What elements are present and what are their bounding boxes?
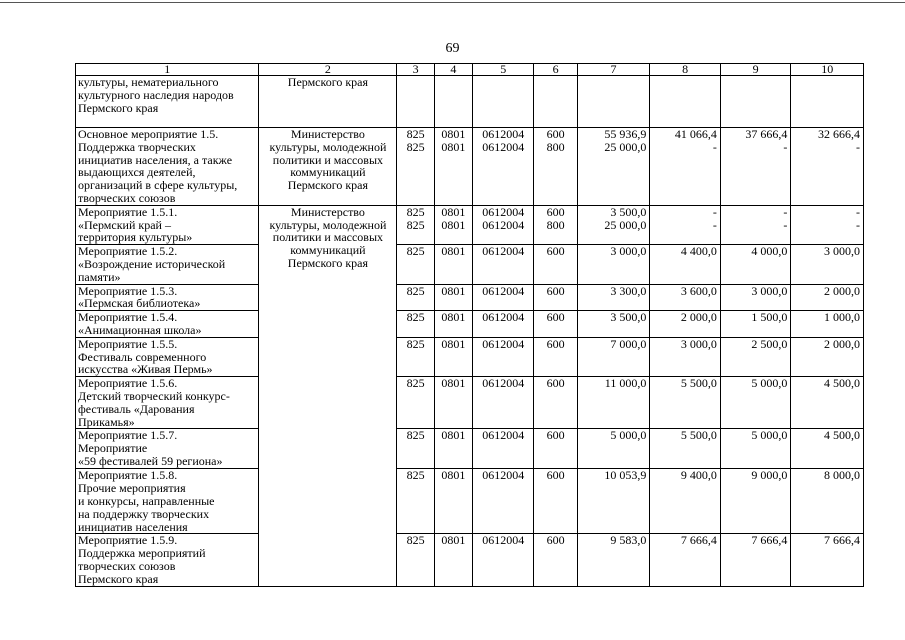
value-line: 600: [546, 205, 565, 219]
value-cell-col3: [397, 205, 434, 244]
value-line: 0612004: [482, 217, 525, 232]
table-row: [76, 469, 864, 534]
value-line: -: [856, 139, 860, 154]
value-line: 0801: [441, 284, 466, 298]
value-line: 9 583,0: [610, 533, 647, 548]
value-line: 0612004: [482, 376, 525, 391]
top-rule: [0, 2, 905, 3]
value-cell-col5: [473, 469, 534, 534]
value-line: -: [856, 205, 860, 219]
header-cell: 3: [397, 64, 434, 76]
value-line: -: [783, 217, 788, 232]
value-cell-col6: [534, 337, 577, 376]
value-cell-col5: [473, 284, 534, 311]
value-cell-col5: [473, 337, 534, 376]
value-cell-col3: [397, 429, 434, 469]
value-cell-col6: [534, 429, 577, 469]
value-line: 0801: [441, 376, 466, 391]
value-cell-col4: [434, 534, 472, 586]
value-line: 0612004: [482, 310, 525, 325]
value-line: 825: [406, 284, 425, 298]
value-cell-col6: [534, 245, 577, 284]
value-cell-col8: [650, 337, 721, 376]
value-cell-col10: [791, 337, 864, 376]
activity-name-cell: Мероприятие 1.5.1. «Пермский край – территория культуры»: [76, 205, 259, 244]
executor-cell: Пермского края: [259, 76, 397, 128]
header-cell: 8: [650, 64, 721, 76]
value-cell-col5: [473, 128, 534, 206]
value-cell-col6: [534, 76, 577, 128]
value-cell-col3: [397, 76, 434, 128]
value-line: 7 666,4: [751, 533, 788, 548]
value-cell-col4: [434, 429, 472, 469]
activity-name-cell: Мероприятие 1.5.6. Детский творческий конкурс- фестиваль «Дарования Прикамья»: [76, 377, 259, 429]
activity-name-cell: Основное мероприятие 1.5. Поддержка творческих инициатив населения, а также выдающихся деятелей, организаций в сфере культуры, творческих союзов: [76, 128, 259, 206]
value-line: 600: [546, 376, 565, 391]
value-cell-col9: [720, 377, 791, 429]
value-line: 0801: [441, 139, 466, 154]
value-cell-col9: [720, 534, 791, 586]
value-cell-col7: [577, 469, 650, 534]
activity-name-cell: Мероприятие 1.5.9. Поддержка мероприятий творческих союзов Пермского края: [76, 534, 259, 586]
value-line: 800: [546, 217, 565, 232]
value-cell-col4: [434, 311, 472, 338]
value-line: 825: [406, 139, 425, 154]
value-cell-col10: [791, 245, 864, 284]
value-cell-col7: [577, 128, 650, 206]
value-line: 41 066,4: [674, 127, 717, 141]
value-cell-col6: [534, 469, 577, 534]
activity-name-cell: Мероприятие 1.5.4. «Анимационная школа»: [76, 311, 259, 338]
header-cell: 2: [259, 64, 397, 76]
value-line: 0801: [441, 205, 466, 219]
value-line: 2 500,0: [751, 337, 788, 351]
value-cell-col9: [720, 469, 791, 534]
value-cell-col10: [791, 76, 864, 128]
header-cell: 5: [473, 64, 534, 76]
value-cell-col3: [397, 337, 434, 376]
value-cell-col10: [791, 469, 864, 534]
value-cell-col4: [434, 284, 472, 311]
value-line: 0612004: [482, 428, 525, 443]
value-cell-col5: [473, 245, 534, 284]
value-cell-col4: [434, 337, 472, 376]
executor-cell: Министерство культуры, молодежной политики и массовых коммуникаций Пермского края: [259, 128, 397, 206]
header-cell: 4: [434, 64, 472, 76]
value-line: 3 000,0: [824, 244, 860, 259]
value-cell-col8: [650, 377, 721, 429]
value-line: 600: [546, 533, 565, 548]
value-cell-col9: [720, 284, 791, 311]
table-row: [76, 377, 864, 429]
value-cell-col6: [534, 128, 577, 206]
executor-cell: Министерство культуры, молодежной политики и массовых коммуникаций Пермского края: [259, 205, 397, 586]
value-line: 600: [546, 284, 565, 298]
value-cell-col4: [434, 245, 472, 284]
activity-name-cell: культуры, нематериального культурного наследия народов Пермского края: [76, 76, 259, 128]
value-line: -: [783, 139, 788, 154]
table-row: [76, 429, 864, 469]
value-cell-col5: [473, 76, 534, 128]
value-line: 3 000,0: [610, 244, 647, 259]
value-cell-col3: [397, 311, 434, 338]
value-cell-col7: [577, 76, 650, 128]
value-line: 2 000,0: [680, 310, 717, 325]
value-line: 0801: [441, 337, 466, 351]
value-line: 0801: [441, 217, 466, 232]
value-cell-col4: [434, 128, 472, 206]
value-line: 825: [406, 205, 425, 219]
value-line: 0612004: [482, 468, 525, 483]
value-cell-col8: [650, 245, 721, 284]
value-cell-col10: [791, 534, 864, 586]
header-cell: 7: [577, 64, 650, 76]
value-cell-col7: [577, 534, 650, 586]
value-cell-col10: [791, 311, 864, 338]
value-line: 3 600,0: [680, 284, 717, 298]
value-line: 600: [546, 468, 565, 483]
table-row: [76, 534, 864, 586]
value-line: 825: [406, 533, 425, 548]
value-cell-col10: [791, 128, 864, 206]
value-line: 1 500,0: [751, 310, 788, 325]
value-line: 0612004: [482, 337, 525, 351]
value-line: 9 000,0: [751, 468, 788, 483]
value-line: 32 666,4: [818, 127, 860, 141]
value-line: 37 666,4: [745, 127, 788, 141]
value-line: 5 500,0: [680, 428, 717, 443]
value-line: 2 000,0: [824, 337, 860, 351]
table-row: [76, 76, 864, 128]
value-cell-col8: [650, 284, 721, 311]
value-line: 0612004: [482, 244, 525, 259]
value-line: 825: [406, 337, 425, 351]
value-line: 600: [546, 244, 565, 259]
value-line: -: [856, 217, 860, 232]
value-line: 3 000,0: [680, 337, 717, 351]
value-line: 4 500,0: [824, 428, 860, 443]
value-line: 5 000,0: [751, 376, 788, 391]
value-line: 7 666,4: [824, 533, 860, 548]
value-line: 11 000,0: [604, 376, 647, 391]
value-line: 55 936,9: [604, 127, 647, 141]
value-cell-col7: [577, 377, 650, 429]
value-cell-col8: [650, 429, 721, 469]
value-cell-col4: [434, 205, 472, 244]
value-cell-col10: [791, 377, 864, 429]
value-cell-col7: [577, 429, 650, 469]
value-cell-col3: [397, 534, 434, 586]
table-row: [76, 205, 864, 244]
value-cell-col6: [534, 377, 577, 429]
value-cell-col6: [534, 205, 577, 244]
value-line: -: [712, 217, 717, 232]
value-line: 9 400,0: [680, 468, 717, 483]
value-cell-col9: [720, 311, 791, 338]
value-line: 3 500,0: [610, 205, 647, 219]
value-line: 825: [406, 310, 425, 325]
page-number: 69: [445, 41, 460, 56]
value-cell-col9: [720, 205, 791, 244]
value-cell-col9: [720, 245, 791, 284]
value-cell-col3: [397, 284, 434, 311]
header-row: [76, 64, 864, 76]
value-cell-col3: [397, 128, 434, 206]
value-line: 0801: [441, 244, 466, 259]
activity-name-cell: Мероприятие 1.5.8. Прочие мероприятия и конкурсы, направленные на поддержку творческих инициатив населения: [76, 469, 259, 534]
value-cell-col6: [534, 311, 577, 338]
value-line: -: [783, 205, 788, 219]
activity-name-cell: Мероприятие 1.5.7. Мероприятие «59 фестивалей 59 региона»: [76, 429, 259, 469]
header-cell: 10: [791, 64, 864, 76]
value-line: 0801: [441, 468, 466, 483]
value-cell-col6: [534, 534, 577, 586]
value-line: 825: [406, 127, 425, 141]
value-line: 1 000,0: [824, 310, 860, 325]
value-cell-col3: [397, 469, 434, 534]
value-cell-col7: [577, 205, 650, 244]
header-cell: 1: [76, 64, 259, 76]
table-row: [76, 245, 864, 284]
value-line: 5 000,0: [610, 428, 647, 443]
value-line: 600: [546, 310, 565, 325]
value-cell-col8: [650, 469, 721, 534]
value-line: -: [712, 139, 717, 154]
value-line: 0612004: [482, 533, 525, 548]
activity-name-cell: Мероприятие 1.5.3. «Пермская библиотека»: [76, 284, 259, 311]
value-line: 7 666,4: [680, 533, 717, 548]
table-row: [76, 337, 864, 376]
value-cell-col8: [650, 534, 721, 586]
value-line: 5 000,0: [751, 428, 788, 443]
value-line: 4 000,0: [751, 244, 788, 259]
value-cell-col7: [577, 337, 650, 376]
table-row: [76, 284, 864, 311]
value-cell-col5: [473, 311, 534, 338]
value-cell-col3: [397, 377, 434, 429]
value-cell-col9: [720, 76, 791, 128]
activity-name-cell: Мероприятие 1.5.5. Фестиваль современного искусства «Живая Пермь»: [76, 337, 259, 376]
value-cell-col7: [577, 245, 650, 284]
value-line: 600: [546, 127, 565, 141]
value-line: 0801: [441, 533, 466, 548]
value-cell-col5: [473, 429, 534, 469]
value-cell-col8: [650, 311, 721, 338]
value-line: 0612004: [482, 205, 525, 219]
value-line: 0612004: [482, 284, 525, 298]
value-cell-col4: [434, 377, 472, 429]
value-cell-col7: [577, 311, 650, 338]
value-cell-col6: [534, 284, 577, 311]
value-line: 600: [546, 337, 565, 351]
budget-table: [75, 63, 864, 587]
value-line: 0612004: [482, 127, 525, 141]
value-cell-col9: [720, 128, 791, 206]
value-line: 25 000,0: [604, 139, 647, 154]
value-cell-col4: [434, 76, 472, 128]
value-line: 3 500,0: [610, 310, 647, 325]
value-cell-col4: [434, 469, 472, 534]
value-line: 825: [406, 468, 425, 483]
value-cell-col5: [473, 205, 534, 244]
value-line: 5 500,0: [680, 376, 717, 391]
value-line: 3 300,0: [610, 284, 647, 298]
value-line: -: [712, 205, 717, 219]
header-cell: 9: [720, 64, 791, 76]
value-line: 2 000,0: [824, 284, 860, 298]
value-line: 825: [406, 428, 425, 443]
value-line: 4 400,0: [680, 244, 717, 259]
value-cell-col5: [473, 534, 534, 586]
value-line: 0801: [441, 310, 466, 325]
value-line: 4 500,0: [824, 376, 860, 391]
value-line: 10 053,9: [604, 468, 647, 483]
value-line: 8 000,0: [824, 468, 860, 483]
value-cell-col8: [650, 128, 721, 206]
value-line: 825: [406, 376, 425, 391]
table-row: [76, 128, 864, 206]
value-line: 0801: [441, 428, 466, 443]
table-row: [76, 311, 864, 338]
value-cell-col3: [397, 245, 434, 284]
value-line: 825: [406, 217, 425, 232]
value-cell-col7: [577, 284, 650, 311]
value-cell-col9: [720, 337, 791, 376]
value-cell-col8: [650, 76, 721, 128]
header-cell: 6: [534, 64, 577, 76]
value-line: 7 000,0: [610, 337, 647, 351]
value-cell-col10: [791, 429, 864, 469]
value-line: 3 000,0: [751, 284, 788, 298]
value-line: 825: [406, 244, 425, 259]
value-cell-col9: [720, 429, 791, 469]
value-line: 0801: [441, 127, 466, 141]
value-cell-col10: [791, 284, 864, 311]
value-line: 800: [546, 139, 565, 154]
value-cell-col8: [650, 205, 721, 244]
value-cell-col10: [791, 205, 864, 244]
activity-name-cell: Мероприятие 1.5.2. «Возрождение исторической памяти»: [76, 245, 259, 284]
value-cell-col5: [473, 377, 534, 429]
value-line: 600: [546, 428, 565, 443]
value-line: 0612004: [482, 139, 525, 154]
value-line: 25 000,0: [604, 217, 647, 232]
